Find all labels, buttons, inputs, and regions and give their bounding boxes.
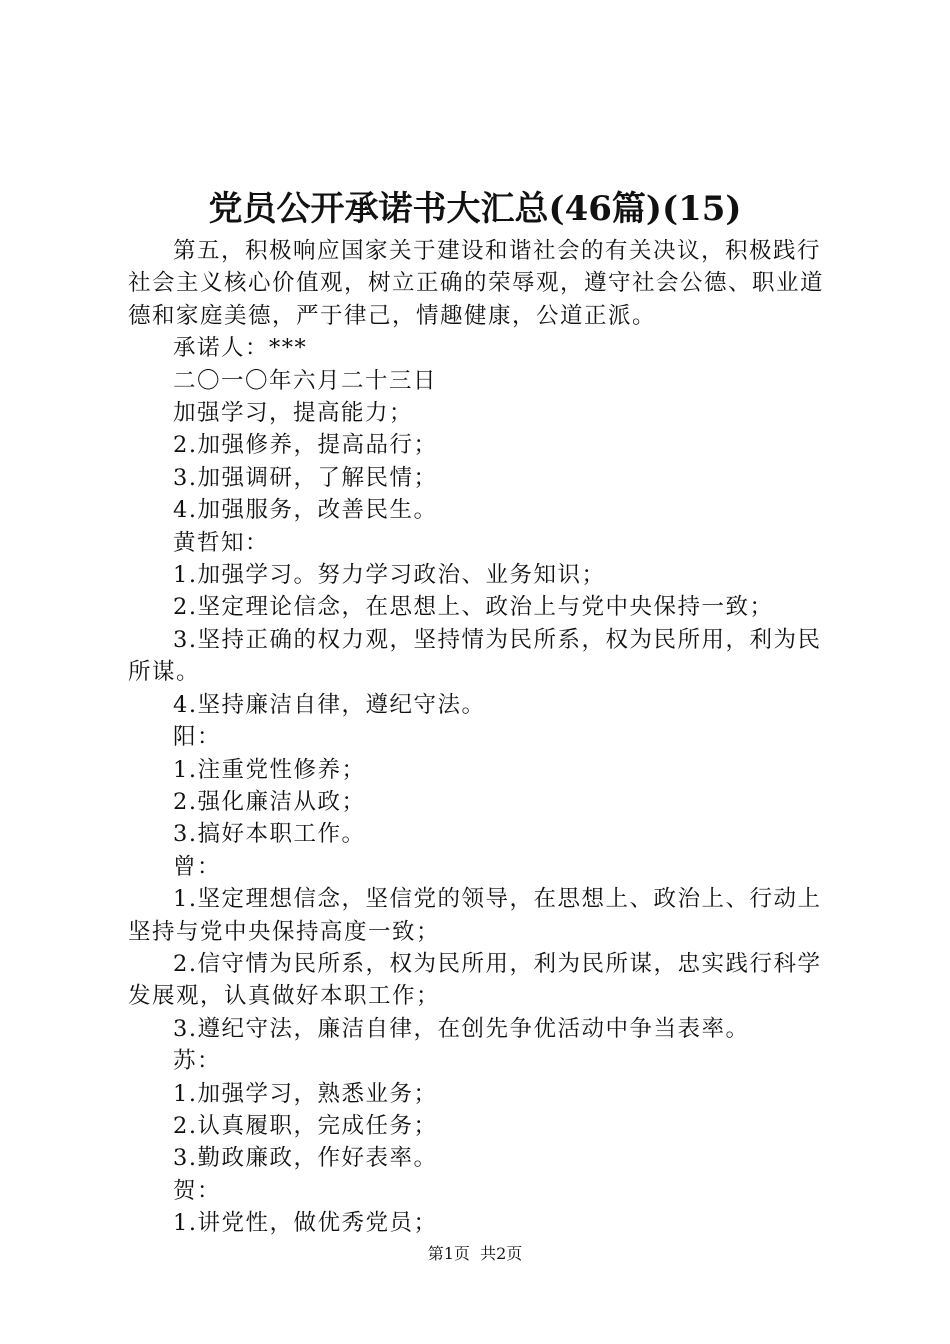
document-title: 党员公开承诺书大汇总(46篇)(15)	[208, 189, 742, 229]
paragraph: 贺：	[173, 1177, 222, 1204]
paragraph: 承诺人：***	[173, 335, 308, 362]
document-body	[128, 235, 840, 1240]
page-footer	[0, 1243, 950, 1265]
paragraph: 4.坚持廉洁自律，遵纪守法。	[173, 691, 486, 718]
paragraph: 第五，积极响应国家关于建设和谐社会的有关决议，积极践行社会主义核心价值观，树立正确的荣辱观，遵守社会公德、职业道德和家庭美德，严于律己，情趣健康，公道正派。	[128, 238, 825, 329]
paragraph: 1.注重党性修养；	[173, 756, 366, 783]
paragraph: 3.搞好本职工作。	[173, 821, 366, 848]
footer-separator	[470, 1244, 480, 1263]
paragraph: 二〇一〇年六月二十三日	[173, 367, 438, 394]
paragraph: 黄哲知：	[173, 529, 270, 556]
paragraph: 2.强化廉洁从政；	[173, 788, 366, 815]
paragraph: 阳：	[173, 724, 222, 751]
paragraph: 曾：	[173, 853, 222, 880]
paragraph: 1.讲党性，做优秀党员；	[173, 1210, 438, 1237]
paragraph: 苏：	[173, 1048, 222, 1075]
paragraph: 2.坚定理论信念，在思想上、政治上与党中央保持一致；	[173, 594, 774, 621]
paragraph: 3.坚持正确的权力观，坚持情为民所系，权为民所用，利为民所谋。	[128, 626, 822, 686]
page-number-total: 共2页	[480, 1244, 523, 1263]
paragraph: 2.加强修养，提高品行；	[173, 432, 438, 459]
paragraph: 1.加强学习。努力学习政治、业务知识；	[173, 562, 606, 589]
page-number-current: 第1页	[427, 1244, 470, 1263]
paragraph: 2.认真履职，完成任务；	[173, 1112, 438, 1139]
paragraph: 3.勤政廉政，作好表率。	[173, 1145, 438, 1172]
paragraph: 1.坚定理想信念，坚信党的领导，在思想上、政治上、行动上坚持与党中央保持高度一致；	[128, 886, 822, 945]
paragraph: 4.加强服务，改善民生。	[173, 497, 438, 524]
paragraph: 加强学习，提高能力；	[173, 400, 414, 427]
paragraph: 2.信守情为民所系，权为民所用，利为民所谋，忠实践行科学发展观，认真做好本职工作；	[128, 950, 822, 1010]
paragraph: 3.加强调研，了解民情；	[173, 464, 438, 491]
paragraph: 1.加强学习，熟悉业务；	[173, 1080, 438, 1107]
paragraph: 3.遵纪守法，廉洁自律，在创先争优活动中争当表率。	[173, 1015, 750, 1042]
